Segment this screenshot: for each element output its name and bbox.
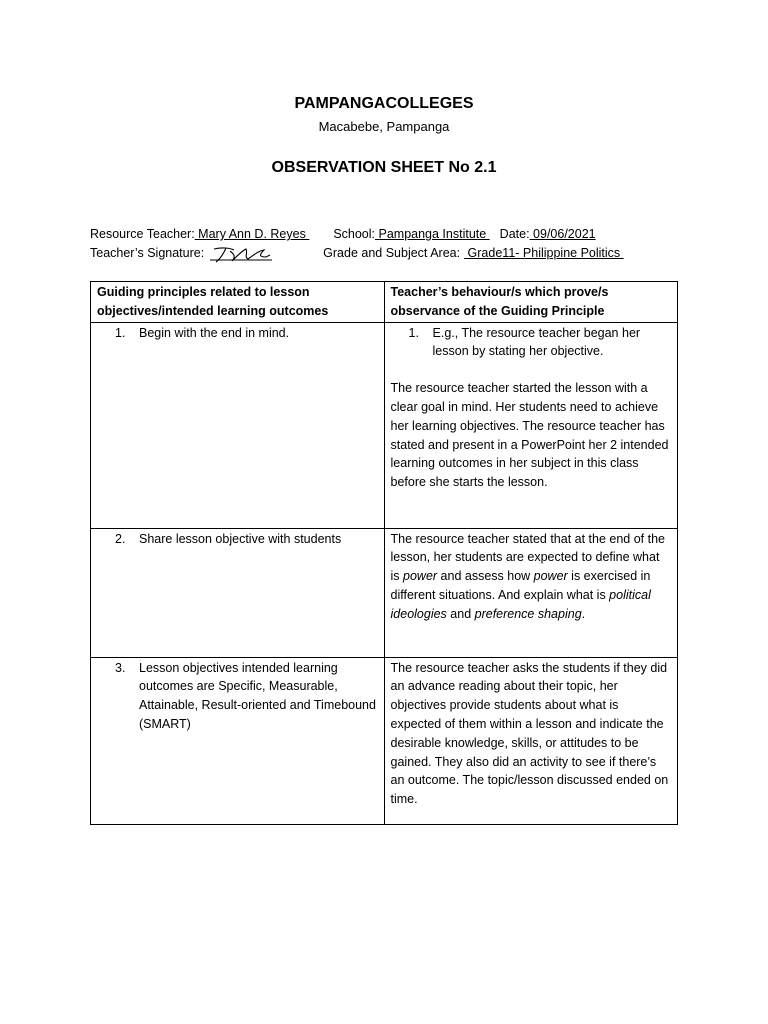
school-name: PAMPANGACOLLEGES	[294, 95, 474, 112]
observation-table	[90, 281, 678, 825]
signature-label: Teacher’s Signature:	[90, 246, 205, 260]
behaviour-cell	[384, 528, 677, 657]
behaviour-text-part: The resource teacher stated that at the end of the lesson, her students are expected to define what is	[390, 531, 665, 584]
emphasis-political-ideologies: political ideologies	[390, 587, 651, 621]
emphasis-power: power	[533, 569, 568, 584]
behaviour-text-part: and assess how	[437, 569, 534, 584]
principle-text: Share lesson objective with students	[139, 531, 342, 546]
grade-label: Grade and Subject Area:	[323, 246, 461, 260]
principle-cell	[91, 528, 385, 657]
info-line-2	[90, 245, 624, 263]
emphasis-power: power	[403, 569, 438, 584]
example-number: 1.	[408, 325, 419, 340]
behaviour-text-part: and	[446, 606, 475, 621]
table-row	[91, 528, 678, 657]
resource-teacher-label: Resource Teacher:	[90, 227, 195, 241]
behaviour-cell	[384, 657, 677, 824]
emphasis-preference-shaping: preference shaping	[474, 606, 582, 621]
grade-value: Grade11- Philippine Politics	[464, 246, 624, 260]
date-label: Date:	[499, 227, 530, 241]
school-value: Pampanga Institute	[375, 227, 490, 241]
info-line-1	[90, 227, 596, 241]
table-row	[91, 657, 678, 824]
table-header-row	[91, 282, 678, 323]
date-value: 09/06/2021	[529, 227, 596, 241]
principle-text: Begin with the end in mind.	[139, 325, 290, 340]
behaviour-text-part: is exercised in different situations. And explain what is	[390, 569, 651, 602]
behaviour-text: The resource teacher asks the students if they did an advance reading about their topic, her objectives provide students about what is expected of them within a lesson and indicate the desirable knowledge, skills, or attitudes to be gained. They also did an activity to see if there’s an outcome. The topic/lesson discussed ended on time.	[390, 660, 669, 807]
column-header-principles: Guiding principles related to lesson objectives/intended learning outcomes	[91, 282, 385, 323]
table-row	[91, 322, 678, 528]
item-number: 2.	[115, 531, 126, 546]
principle-cell	[91, 322, 385, 528]
principle-text: Lesson objectives intended learning outcomes are Specific, Measurable, Attainable, Result-oriented and Timebound (SMART)	[139, 660, 376, 731]
school-location: Macabebe, Pampanga	[318, 119, 450, 134]
principle-cell	[91, 657, 385, 824]
resource-teacher-value: Mary Ann D. Reyes	[194, 227, 310, 241]
behaviour-text-part: .	[581, 606, 586, 621]
sheet-title: OBSERVATION SHEET No 2.1	[271, 159, 497, 176]
behaviour-cell	[384, 322, 677, 528]
signature-image	[208, 245, 274, 263]
example-text: E.g., The resource teacher began her lesson by stating her objective.	[432, 325, 641, 359]
item-number: 3.	[115, 660, 126, 675]
column-header-behaviours: Teacher’s behaviour/s which prove/s observance of the Guiding Principle	[384, 282, 677, 323]
behaviour-text	[391, 530, 671, 624]
school-label: School:	[333, 227, 376, 241]
behaviour-text: The resource teacher started the lesson with a clear goal in mind. Her students need to achieve her learning objectives. The resource teacher has stated and present in a PowerPoint her 2 intended learning outcomes in her subject in this class before she starts the lesson.	[390, 381, 669, 490]
item-number: 1.	[115, 325, 126, 340]
